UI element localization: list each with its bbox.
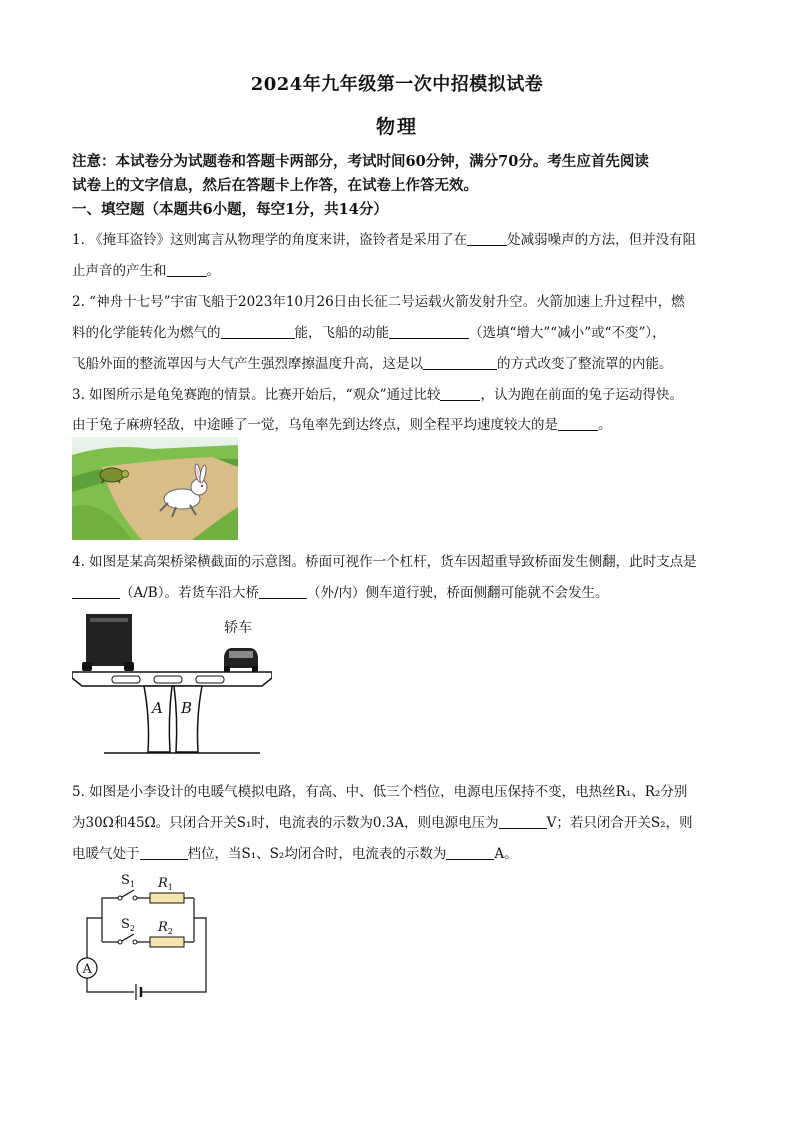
question-5-line-3	[72, 842, 732, 862]
car-label: 轿车	[224, 620, 252, 636]
circuit-wires	[87, 898, 206, 992]
q3-text-d: 。	[598, 417, 612, 433]
question-5-line-1: 5. 如图是小李设计的电暖气模拟电路，有高、中、低三个档位，电源电压保持不变，电热丝R₁、R₂分别	[72, 784, 688, 800]
answer-blank	[423, 355, 497, 370]
resistor-r1	[150, 893, 184, 903]
question-1-line-1	[72, 228, 732, 248]
q4-text-a: （A/B）。若货车沿大桥	[120, 585, 259, 601]
resistor-r2-label: $R_2$	[158, 920, 173, 936]
bridge-cross-section-diagram	[72, 608, 272, 758]
ammeter-symbol	[77, 958, 97, 978]
question-2-line-1: 2. “神舟十七号”宇宙飞船于2023年10月26日由长征二号运载火箭发射升空。火箭加速上升过程中，燃	[72, 294, 685, 310]
answer-blank	[221, 324, 295, 339]
q2-text-e: 的方式改变了整流罩的内能。	[497, 356, 673, 372]
q1-text-a: 1. 《掩耳盗铃》这则寓言从物理学的角度来讲，盗铃者是采用了在	[72, 232, 468, 248]
deck-cell	[112, 676, 140, 683]
truck-figure	[82, 614, 134, 671]
switch-s1	[118, 890, 137, 900]
answer-blank	[389, 324, 469, 339]
ammeter-label: A	[82, 962, 92, 977]
deck-cell	[196, 676, 224, 683]
answer-blank	[446, 845, 494, 860]
battery-symbol	[136, 984, 141, 1000]
question-4-line-1: 4. 如图是某高架桥梁横截面的示意图。桥面可视作一个杠杆，货车因超重导致桥面发生侧翻，此时支点是	[72, 554, 697, 570]
resistor-r2	[150, 937, 184, 947]
q5-text-c: 电暖气处于	[72, 846, 140, 862]
answer-blank	[440, 386, 480, 401]
q1-text-b: 处减弱噪声的方法，但并没有阻	[507, 232, 697, 248]
question-2-line-3	[72, 352, 732, 372]
q5-text-d: 档位，当S₁、S₂均闭合时，电流表的示数为	[187, 846, 447, 862]
q2-text-d: 飞船外面的整流罩因与大气产生强烈摩擦温度升高，这是以	[72, 356, 423, 372]
question-4-line-2	[72, 581, 732, 601]
answer-blank	[167, 262, 207, 277]
answer-blank	[499, 814, 547, 829]
q3-text-c: 由于兔子麻痹轻敌，中途睡了一觉，乌龟率先到达终点，则全程平均速度较大的是	[72, 417, 558, 433]
question-3-line-2	[72, 413, 732, 433]
notice-line-2: 试卷上的文字信息，然后在答题卡上作答，在试卷上作答无效。	[72, 177, 478, 194]
question-2-line-2	[72, 321, 732, 341]
answer-blank	[140, 845, 188, 860]
q5-text-b: V；若只闭合开关S₂，则	[546, 815, 693, 831]
answer-blank	[558, 416, 598, 431]
q5-text-a: 为30Ω和45Ω。只闭合开关S₁时，电流表的示数为0.3A，则电源电压为	[72, 815, 499, 831]
pier-a	[144, 686, 172, 752]
switch-s2	[118, 934, 137, 944]
notice-line-1: 注意：本试卷分为试题卷和答题卡两部分，考试时间60分钟，满分70分。考生应首先阅读	[72, 153, 649, 170]
answer-blank	[467, 231, 507, 246]
q2-text-c: （选填“增大”“减小”或“不变”），	[469, 325, 666, 341]
tortoise-hare-illustration	[72, 437, 238, 540]
exam-title: 2024年九年级第一次中招模拟试卷	[250, 74, 544, 95]
q1-text-d: 。	[206, 263, 220, 279]
q2-text-a: 料的化学能转化为燃气的	[72, 325, 221, 341]
q5-text-e: A。	[494, 846, 518, 862]
question-5-line-2	[72, 811, 732, 831]
resistor-r1-label: $R_1$	[158, 876, 173, 892]
pier-b-label: B	[181, 699, 193, 717]
deck-cell	[154, 676, 182, 683]
section-heading: 一、填空题（本题共6小题，每空1分，共14分）	[72, 201, 388, 218]
answer-blank	[72, 584, 120, 599]
circuit-diagram	[72, 868, 222, 1004]
q1-text-c: 止声音的产生和	[72, 263, 167, 279]
q4-text-b: （外/内）侧车道行驶，桥面侧翻可能就不会发生。	[306, 585, 609, 601]
answer-blank	[259, 584, 307, 599]
subject-title: 物理	[375, 116, 418, 138]
switch-s2-label: $S_2$	[121, 917, 135, 933]
car-figure	[224, 648, 258, 672]
q3-text-b: ，认为跑在前面的兔子运动得快。	[480, 387, 683, 403]
q3-text-a: 3. 如图所示是龟兔赛跑的情景。比赛开始后，“观众”通过比较	[72, 387, 441, 403]
question-3-line-1	[72, 383, 732, 403]
pier-b	[174, 686, 202, 752]
pier-a-label: A	[152, 699, 163, 717]
q2-text-b: 能，飞船的动能	[294, 325, 389, 341]
switch-s1-label: $S_1$	[121, 873, 135, 889]
question-1-line-2	[72, 259, 732, 279]
